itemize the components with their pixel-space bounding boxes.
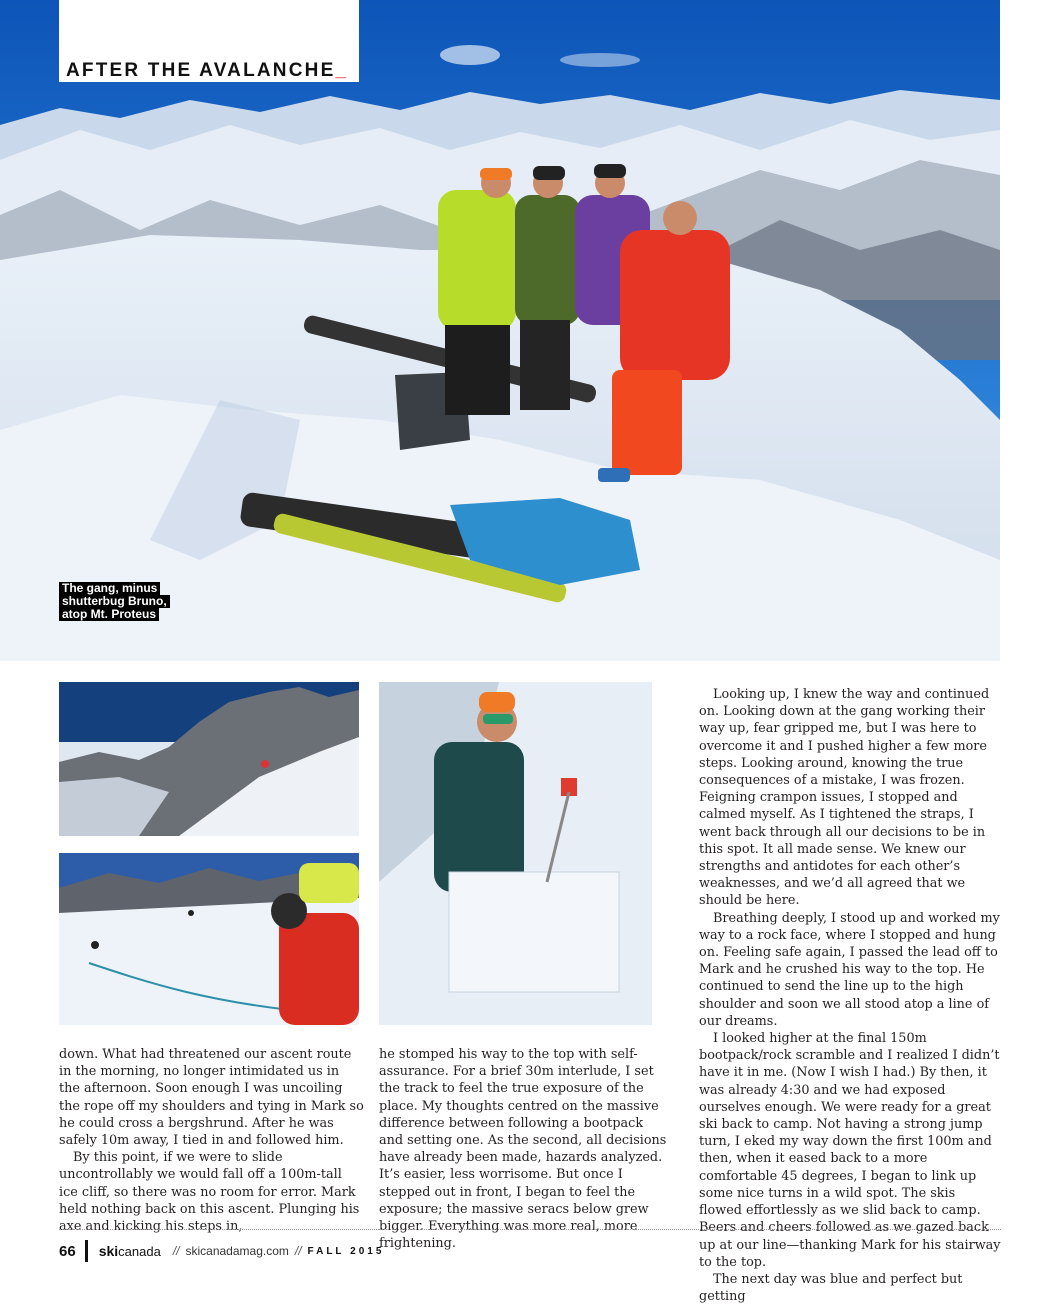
paragraph: I looked higher at the final 150m bootpack/rock scramble and I realized I didn’t have it in me. (Now I wish I had.) By then, it was already 4:30 and we had exposed ourselves enough. We were ready for a great ski back to camp. Not having a strong jump turn, I eked my way down the first 100m and then, when it eased back to a more comfortable 45 degrees, I began to link up some nice turns in a wild spot. The skis flowed effortlessly as we slid back to camp. Beers and cheers followed as we gazed back up at our line—thanking Mark for his stairway to the top. — [699, 1031, 1001, 1270]
footer-url[interactable]: skicanadamag.com — [185, 1244, 289, 1258]
column-right — [699, 686, 1001, 1305]
footer-rule — [59, 1229, 1001, 1230]
column-middle — [379, 1046, 669, 1252]
photo-roped-team — [59, 853, 359, 1025]
hero-caption — [59, 582, 170, 621]
column-left — [59, 1046, 364, 1235]
brand-ski: ski — [98, 1243, 119, 1259]
footer-divider — [85, 1240, 88, 1262]
page-number: 66 — [59, 1242, 76, 1260]
article-title — [66, 60, 348, 82]
paragraph: Looking up, I knew the way and continued on. Looking down at the gang working their way up, fear gripped me, but I was here to overcome it and I pushed higher a few more steps. Looking around, knowing the true consequences of a mistake, I was frozen. Feigning crampon issues, I stopped and calmed myself. As I tightened the straps, I went back through all our decisions to be in this spot. It all made sense. We knew our strengths and antidotes for each other’s weaknesses, and we’d all agreed that we should be here. — [699, 687, 990, 909]
paragraph: down. What had threatened our ascent route in the morning, no longer intimidated us in the afternoon. Soon enough I was uncoiling the rope off my shoulders and tying in Mark so he could cross a bergshrund. After he was safely 10m away, I tied in and followed him. — [59, 1047, 364, 1149]
paragraph: The next day was blue and perfect but getting — [699, 1271, 963, 1305]
footer-separator: // — [294, 1244, 302, 1258]
footer-separator: // — [172, 1244, 180, 1258]
paragraph: he stomped his way to the top with self-assurance. For a brief 30m interlude, I set the track to feel the true exposure of the place. My thoughts centred on the massive difference between following a bootpack and setting one. As the second, all decisions have already been made, hazards analyzed. It’s easier, less worrisome. But once I stepped out in front, I began to feel the exposure; the massive seracs below grew bigger. Everything was more real, more frightening. — [379, 1047, 667, 1252]
photo-snow-pit — [379, 682, 652, 1025]
title-underscore: _ — [335, 60, 349, 81]
caption-line: The gang, minus — [59, 582, 160, 595]
article-title-text: AFTER THE AVALANCHE — [66, 60, 336, 81]
photo-skier-below-cliff — [59, 682, 359, 836]
paragraph: Breathing deeply, I stood up and worked my way to a rock face, where I stopped and hung on. Feeling safe again, I passed the lead off to Mark and he crushed his way to the top. He continued to send the line up to the high shoulder and soon we all stood atop a line of our dreams. — [699, 910, 1000, 1029]
caption-line: shutterbug Bruno, — [59, 595, 170, 608]
brand-canada: canada — [118, 1243, 161, 1259]
caption-line: atop Mt. Proteus — [59, 608, 159, 621]
page-footer — [59, 1240, 384, 1262]
paragraph: By this point, if we were to slide uncontrollably we would fall off a 100m-tall ice cliff, so there was no room for error. Mark held nothing back on this ascent. Plunging his axe and kicking his steps in, — [59, 1150, 360, 1235]
summit-group-photo — [0, 0, 1000, 661]
hero-photo — [0, 0, 1000, 661]
issue-label: FALL 2015 — [307, 1245, 385, 1257]
